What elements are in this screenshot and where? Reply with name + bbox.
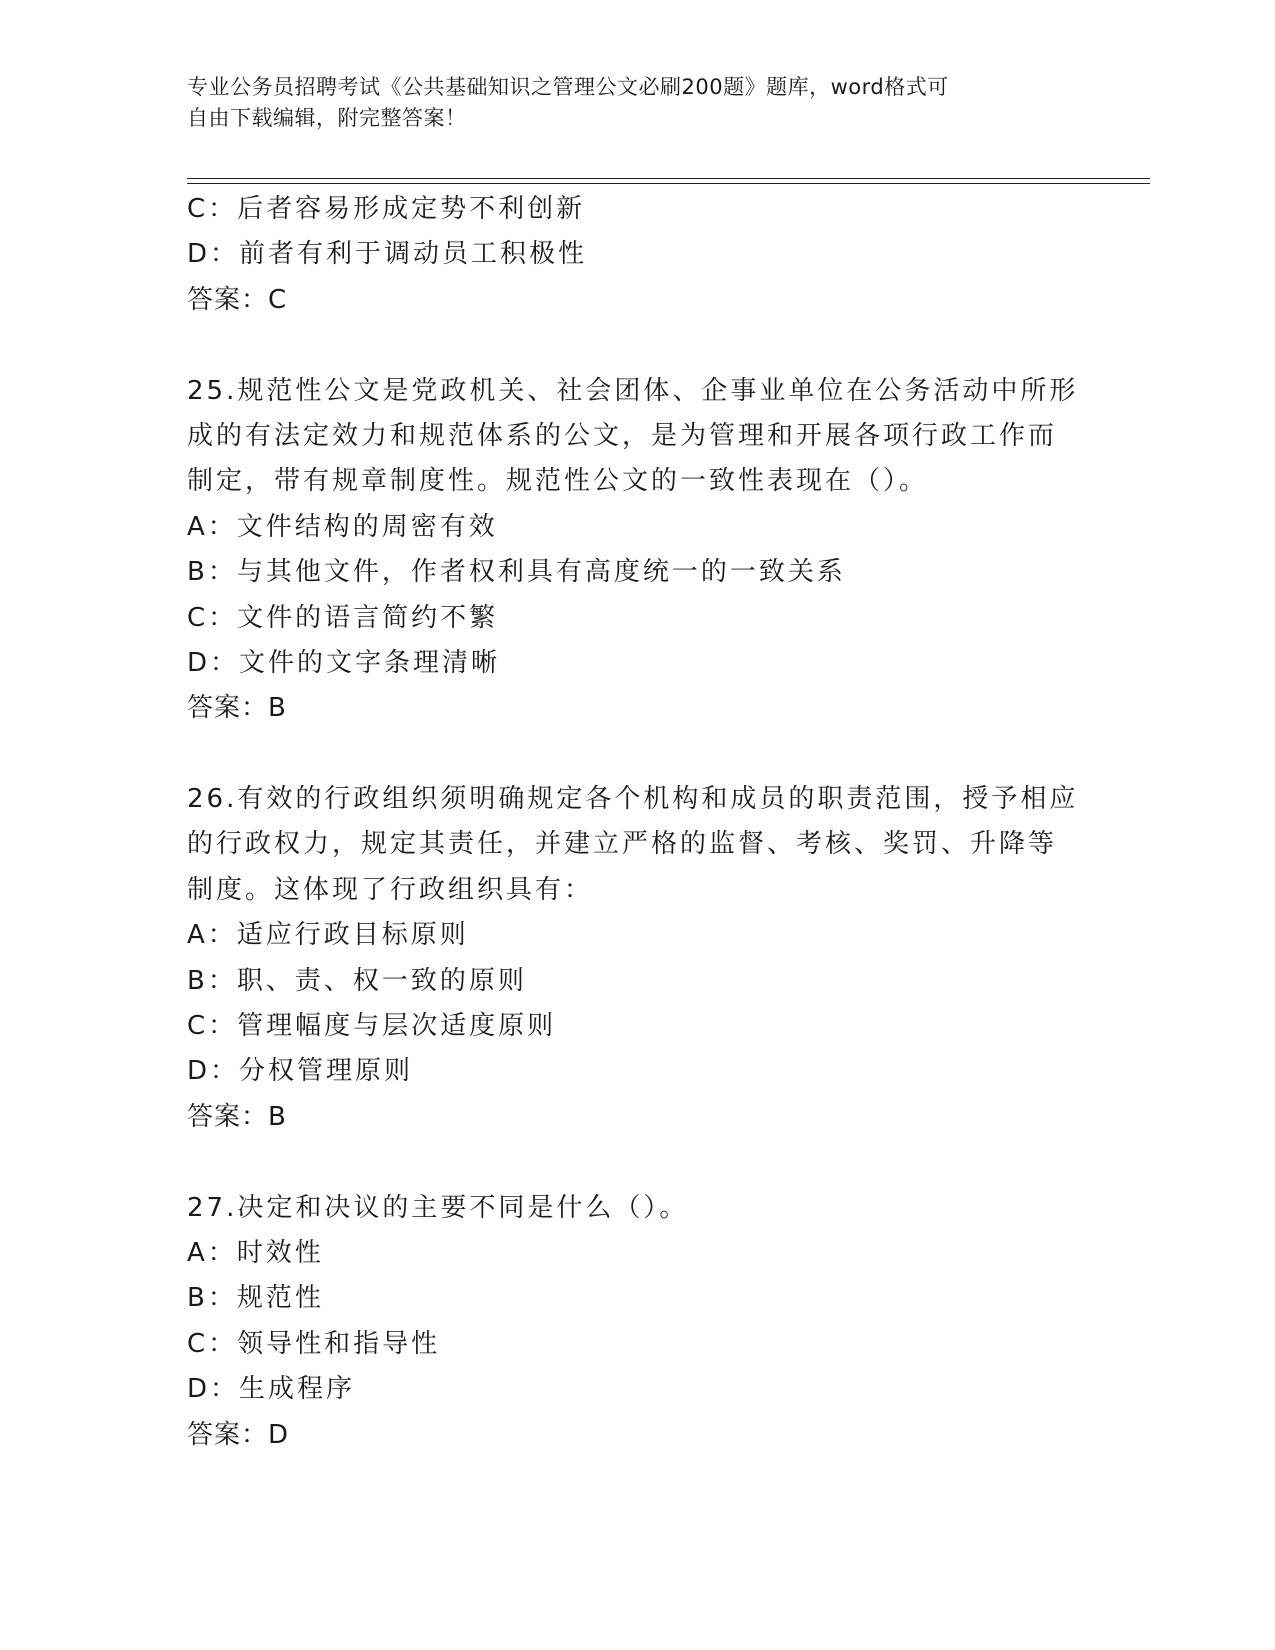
spacer xyxy=(187,323,1087,368)
option-a: A：适应行政目标原则 xyxy=(187,920,469,951)
option-d: D：分权管理原则 xyxy=(187,1056,414,1087)
question-stem-line: 制度。这体现了行政组织具有： xyxy=(187,874,594,905)
question-block-27 xyxy=(187,1186,1087,1458)
spacer xyxy=(187,1140,1087,1185)
option-a: A：时效性 xyxy=(187,1237,324,1268)
question-block-previous xyxy=(187,187,1087,323)
option-b: B：规范性 xyxy=(187,1283,324,1314)
question-stem-line: 的行政权力，规定其责任，并建立严格的监督、考核、奖罚、升降等 xyxy=(187,829,1058,860)
option-d: D：文件的文字条理清晰 xyxy=(187,647,501,678)
question-block-25 xyxy=(187,369,1087,732)
question-list xyxy=(187,187,1087,1458)
option-c: C：领导性和指导性 xyxy=(187,1328,441,1359)
spacer xyxy=(187,732,1087,777)
option-c: C：后者容易形成定势不利创新 xyxy=(187,194,586,224)
question-stem-line: 26.有效的行政组织须明确规定各个机构和成员的职责范围，授予相应 xyxy=(187,784,1079,815)
answer-line: 答案：B xyxy=(187,693,287,724)
header-line: 自由下载编辑，附完整答案！ xyxy=(187,106,467,130)
document-header xyxy=(187,72,1067,134)
option-b: B：职、责、权一致的原则 xyxy=(187,965,527,996)
question-stem-line: 27.决定和决议的主要不同是什么（）。 xyxy=(187,1192,689,1223)
header-divider xyxy=(187,178,1150,184)
option-d: D：前者有利于调动员工积极性 xyxy=(187,239,588,270)
option-d: D：生成程序 xyxy=(187,1374,356,1405)
question-stem-line: 25.规范性公文是党政机关、社会团体、企事业单位在公务活动中所形 xyxy=(187,375,1079,406)
answer-line: 答案：B xyxy=(187,1101,287,1132)
question-block-26 xyxy=(187,777,1087,1140)
answer-line: 答案：D xyxy=(187,1419,290,1450)
option-c: C：管理幅度与层次适度原则 xyxy=(187,1011,557,1042)
option-c: C：文件的语言简约不繁 xyxy=(187,602,499,633)
question-stem-line: 制定，带有规章制度性。规范性公文的一致性表现在（）。 xyxy=(187,466,929,497)
option-a: A：文件结构的周密有效 xyxy=(187,511,498,542)
question-stem-line: 成的有法定效力和规范体系的公文，是为管理和开展各项行政工作而 xyxy=(187,420,1058,451)
option-b: B：与其他文件，作者权利具有高度统一的一致关系 xyxy=(187,557,846,588)
answer-line: 答案：C xyxy=(187,284,288,315)
header-line: 专业公务员招聘考试《公共基础知识之管理公文必刷200题》题库，word格式可 xyxy=(187,75,949,99)
